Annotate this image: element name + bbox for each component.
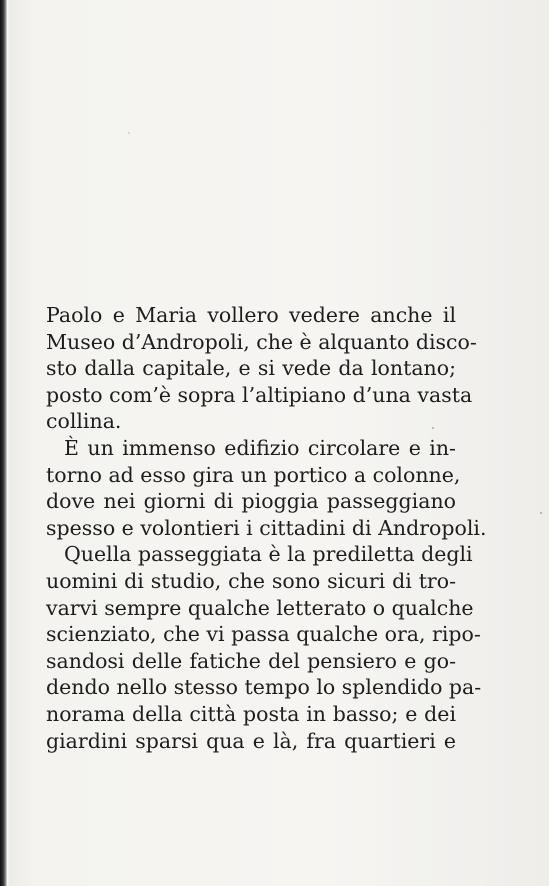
- speck: [540, 512, 542, 514]
- text-line: giardini sparsi qua e là, fra quartieri e: [46, 728, 456, 753]
- text-line: È un immenso edifizio circolare e in-: [64, 435, 456, 460]
- text-line: Paolo e Maria vollero vedere anche il: [46, 303, 456, 327]
- binding-edge: [0, 0, 7, 886]
- text-line: sto dalla capitale, e si vede da lontano;: [46, 356, 456, 381]
- text-line: scienziato, che vi passa qualche ora, ripo-: [46, 622, 481, 647]
- text-line: uomini di studio, che sono sicuri di tro-: [46, 568, 456, 593]
- speck: [128, 132, 130, 134]
- text-line: varvi sempre qualche letterato o qualche: [46, 595, 474, 620]
- text-line: dendo nello stesso tempo lo splendido pa-: [46, 675, 482, 700]
- text-line: norama della città posta in basso; e dei: [46, 701, 456, 726]
- text-line: spesso e volontieri i cittadini di Andropoli.: [46, 515, 487, 540]
- text-line: Museo d’Andropoli, che è alquanto disco-: [46, 329, 477, 354]
- text-line: sandosi delle fatiche del pensiero e go-: [46, 648, 456, 673]
- body-text: [46, 302, 487, 754]
- text-line: Quella passeggiata è la prediletta degli: [64, 542, 473, 567]
- text-line: torno ad esso gira un portico a colonne,: [46, 462, 461, 487]
- text-line: posto com’è sopra l’altipiano d’una vasta: [46, 382, 473, 407]
- binding-shadow: [7, 0, 10, 886]
- text-line: collina.: [46, 409, 122, 434]
- text-line: dove nei giorni di pioggia passeggiano: [46, 489, 456, 514]
